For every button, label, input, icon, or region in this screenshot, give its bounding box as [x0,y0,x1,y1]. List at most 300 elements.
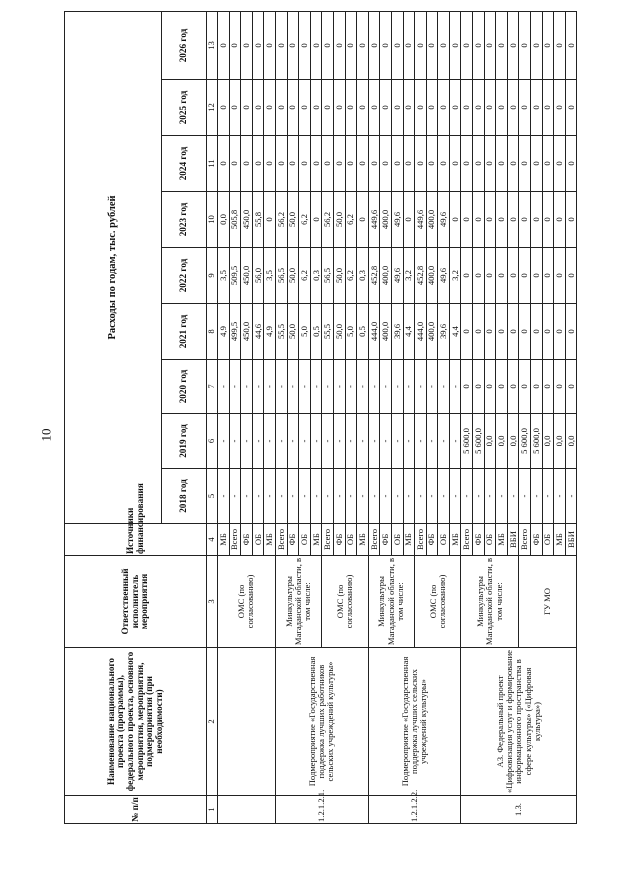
executor-cell: Минкультуры Магаданской области, в том числе: [275,556,321,648]
value-cell: 0 [252,136,264,192]
value-cell: - [310,360,322,414]
value-cell: - [403,360,415,414]
value-cell: - [531,469,543,524]
table-body [218,11,577,823]
value-cell: 5 600,0 [531,414,543,469]
value-cell: 0 [449,11,461,79]
funding-source-cell: Всего [322,524,334,556]
value-cell: 0 [345,11,357,79]
year-header: 2026 год [162,11,207,79]
value-cell: 0 [461,80,473,136]
funding-source-cell: ВБИ [565,524,577,556]
value-cell: 0 [380,136,392,192]
value-cell: 0 [264,11,276,79]
value-cell: 0 [484,304,496,360]
value-cell: - [368,360,380,414]
value-cell: 450,0 [241,248,253,304]
funding-source-cell: ОБ [438,524,450,556]
value-cell: 0 [542,248,554,304]
value-cell: - [519,469,531,524]
value-cell: 0 [461,136,473,192]
value-cell: 0 [322,11,334,79]
value-cell: 5,0 [345,304,357,360]
value-cell: 0 [531,304,543,360]
value-cell: 5 600,0 [473,414,485,469]
value-cell: 55,5 [275,304,287,360]
value-cell: 449,6 [415,192,427,248]
value-cell: 0 [415,80,427,136]
funding-source-cell: МБ [357,524,369,556]
column-index-cell: 11 [207,136,218,192]
value-cell: 0 [264,136,276,192]
row-number-cell [218,796,276,824]
value-cell: 0 [333,11,345,79]
value-cell: - [415,414,427,469]
header-executor: Ответственный исполнитель мероприятия [65,556,207,648]
value-cell: 444,0 [368,304,380,360]
value-cell: 0 [519,248,531,304]
value-cell: 4,4 [403,304,415,360]
value-cell: - [252,360,264,414]
value-cell: 6,2 [299,192,311,248]
value-cell: 0 [449,192,461,248]
value-cell: 0 [554,248,566,304]
value-cell: 0 [484,248,496,304]
funding-source-cell: ОБ [299,524,311,556]
value-cell: - [426,360,438,414]
column-index-cell: 4 [207,524,218,556]
value-cell: 0 [299,11,311,79]
funding-source-cell: Всего [461,524,473,556]
header-expenses: Расходы по годам, тыс. рублей [65,11,162,523]
value-cell: 0 [275,136,287,192]
value-cell: 0 [565,136,577,192]
value-cell: 56,0 [252,248,264,304]
value-cell: 3,5 [218,248,230,304]
value-cell: 0 [554,192,566,248]
year-header: 2023 год [162,192,207,248]
value-cell: 0 [403,136,415,192]
value-cell: 0 [507,360,519,414]
header-name: Наименование национального проекта (программы), федерального проекта, основного мероприятия, мероприятия, подмероприятия (при необходимости) [65,648,207,796]
value-cell: 6,2 [345,248,357,304]
value-cell: 0 [484,360,496,414]
value-cell: - [380,414,392,469]
value-cell: 0 [275,80,287,136]
value-cell: - [357,469,369,524]
value-cell: 44,6 [252,304,264,360]
value-cell: 0 [461,192,473,248]
funding-source-cell: МБ [218,524,230,556]
table-row [218,11,230,823]
value-cell: 0 [542,80,554,136]
value-cell: 0 [264,192,276,248]
value-cell: 0 [391,136,403,192]
value-cell: - [322,360,334,414]
column-index-cell: 2 [207,648,218,796]
value-cell: - [287,469,299,524]
funding-source-cell: Всего [519,524,531,556]
value-cell: 400,0 [426,304,438,360]
column-index-cell: 10 [207,192,218,248]
funding-source-cell: ОБ [484,524,496,556]
value-cell: 0 [531,192,543,248]
value-cell: - [438,360,450,414]
value-cell: 0 [542,304,554,360]
value-cell: - [229,414,241,469]
value-cell: 39,6 [391,304,403,360]
value-cell: - [426,414,438,469]
row-name-cell: Подмероприятие «Государственная поддержка лучших работников сельских учреждений культуры» [275,648,368,796]
value-cell: - [507,469,519,524]
value-cell: 0 [565,248,577,304]
value-cell: - [368,414,380,469]
executor-cell: Минкультуры Магаданской области, в том числе: [461,556,519,648]
value-cell: - [542,469,554,524]
value-cell: 0 [357,136,369,192]
year-header: 2020 год [162,360,207,414]
value-cell: - [461,469,473,524]
funding-source-cell: ФБ [531,524,543,556]
value-cell: 0 [473,360,485,414]
value-cell: 0 [519,136,531,192]
value-cell: 0 [473,80,485,136]
value-cell: 0 [299,80,311,136]
value-cell: 0 [461,360,473,414]
value-cell: - [380,469,392,524]
funding-source-cell: ФБ [426,524,438,556]
value-cell: 400,0 [426,192,438,248]
value-cell: - [554,469,566,524]
value-cell: - [403,469,415,524]
expenses-table [64,11,577,824]
funding-source-cell: ФБ [241,524,253,556]
executor-cell: ОМС (по согласованию) [322,556,368,648]
value-cell: - [438,414,450,469]
value-cell: 0 [357,11,369,79]
funding-source-cell: Всего [275,524,287,556]
value-cell: 0,5 [357,304,369,360]
value-cell: 0 [368,136,380,192]
value-cell: 0 [519,360,531,414]
value-cell: 3,2 [403,248,415,304]
value-cell: 6,2 [299,248,311,304]
funding-source-cell: МБ [449,524,461,556]
value-cell: - [264,360,276,414]
funding-source-cell: МБ [554,524,566,556]
value-cell: 0 [403,192,415,248]
value-cell: 0 [496,80,508,136]
value-cell: - [357,414,369,469]
value-cell: 0,0 [496,414,508,469]
value-cell: 50,0 [287,192,299,248]
value-cell: 0 [507,136,519,192]
value-cell: - [496,469,508,524]
value-cell: 0 [403,80,415,136]
value-cell: - [345,360,357,414]
value-cell: - [241,360,253,414]
value-cell: - [391,414,403,469]
value-cell: 50,0 [333,248,345,304]
year-header: 2021 год [162,304,207,360]
value-cell: - [229,469,241,524]
funding-source-cell: ФБ [333,524,345,556]
value-cell: - [415,360,427,414]
value-cell: 0 [473,136,485,192]
value-cell: 0 [415,11,427,79]
value-cell: 499,5 [229,304,241,360]
table-row [275,11,287,823]
value-cell: 0 [368,80,380,136]
value-cell: 0 [310,136,322,192]
value-cell: 400,0 [380,248,392,304]
row-number-cell: 1.3. [461,796,577,824]
value-cell: 49,6 [438,192,450,248]
value-cell: 0 [519,192,531,248]
funding-source-cell: ФБ [287,524,299,556]
value-cell: 0 [333,80,345,136]
year-header: 2018 год [162,469,207,524]
funding-source-cell: Всего [415,524,427,556]
value-cell: 0 [531,11,543,79]
year-header: 2019 год [162,414,207,469]
value-cell: 0 [380,11,392,79]
value-cell: 450,0 [241,304,253,360]
value-cell: 0 [496,11,508,79]
value-cell: 452,8 [415,248,427,304]
value-cell: 0 [484,80,496,136]
value-cell: 3,5 [264,248,276,304]
value-cell: - [333,469,345,524]
value-cell: - [252,414,264,469]
value-cell: 0 [287,11,299,79]
value-cell: 0,0 [542,414,554,469]
value-cell: 0 [519,304,531,360]
funding-source-cell: ВБИ [507,524,519,556]
value-cell: 50,0 [333,304,345,360]
value-cell: 0 [438,11,450,79]
column-index-cell: 5 [207,469,218,524]
funding-source-cell: ОБ [391,524,403,556]
funding-source-cell: МБ [496,524,508,556]
value-cell: 5 600,0 [461,414,473,469]
value-cell: 0 [357,80,369,136]
value-cell: 0 [218,136,230,192]
value-cell: 0,0 [565,414,577,469]
value-cell: 0 [507,248,519,304]
value-cell: - [449,469,461,524]
value-cell: 0 [357,192,369,248]
value-cell: 0 [287,136,299,192]
table-row [461,11,473,823]
value-cell: 50,0 [287,248,299,304]
value-cell: - [275,360,287,414]
value-cell: 0 [218,11,230,79]
header-funding: Источники финансирования [65,524,207,556]
row-number-cell: 1.2.1.2.2. [368,796,461,824]
value-cell: 0 [542,360,554,414]
year-header: 2022 год [162,248,207,304]
value-cell: 56,5 [275,248,287,304]
year-header: 2024 год [162,136,207,192]
funding-source-cell: ОБ [252,524,264,556]
value-cell: 0 [252,80,264,136]
value-cell: 0,0 [554,414,566,469]
value-cell: 6,2 [345,192,357,248]
value-cell: 49,6 [391,192,403,248]
value-cell: 50,0 [333,192,345,248]
funding-source-cell: ОБ [345,524,357,556]
row-name-cell: Подмероприятие «Государственная поддержка лучших сельских учреждений культуры» [368,648,461,796]
value-cell: 0 [229,11,241,79]
funding-source-cell: ФБ [380,524,392,556]
value-cell: - [299,469,311,524]
value-cell: 0 [391,11,403,79]
value-cell: 0 [461,304,473,360]
value-cell: 0 [415,136,427,192]
funding-source-cell: Всего [229,524,241,556]
year-header: 2025 год [162,80,207,136]
value-cell: - [391,360,403,414]
value-cell: 0 [241,80,253,136]
value-cell: 0 [484,11,496,79]
column-index-cell: 7 [207,360,218,414]
value-cell: 4,9 [218,304,230,360]
value-cell: 400,0 [380,304,392,360]
value-cell: 0 [554,360,566,414]
funding-source-cell: ОБ [542,524,554,556]
value-cell: 0 [438,136,450,192]
funding-source-cell: МБ [403,524,415,556]
value-cell: 0,0 [507,414,519,469]
executor-cell: ГУ МО [519,556,577,648]
value-cell: 0 [299,136,311,192]
value-cell: 0 [426,80,438,136]
value-cell: 0 [531,360,543,414]
value-cell: 0 [252,11,264,79]
value-cell: - [345,414,357,469]
value-cell: - [473,469,485,524]
value-cell: - [229,360,241,414]
value-cell: 452,8 [368,248,380,304]
value-cell: - [218,469,230,524]
value-cell: 0 [368,11,380,79]
value-cell: - [264,414,276,469]
value-cell: 400,0 [380,192,392,248]
value-cell: 0 [229,136,241,192]
row-number-cell: 1.2.1.2.1. [275,796,368,824]
value-cell: - [218,414,230,469]
funding-source-cell: МБ [310,524,322,556]
value-cell: 0 [484,192,496,248]
value-cell: 0 [461,11,473,79]
value-cell: 49,6 [391,248,403,304]
row-name-cell: А3. Федеральный проект «Цифровизация услуг и формирование информационного пространства в сфере культуры» («Цифровая культура») [461,648,577,796]
value-cell: 0 [496,360,508,414]
value-cell: 0 [507,11,519,79]
value-cell: - [264,469,276,524]
value-cell: 0 [473,304,485,360]
value-cell: 0 [565,304,577,360]
value-cell: 0 [310,11,322,79]
value-cell: 0 [507,80,519,136]
value-cell: 3,2 [449,248,461,304]
value-cell: 50,0 [287,304,299,360]
value-cell: 0 [496,248,508,304]
value-cell: - [438,469,450,524]
value-cell: 56,5 [322,248,334,304]
value-cell: - [415,469,427,524]
value-cell: - [380,360,392,414]
value-cell: 0 [542,136,554,192]
value-cell: 4,9 [264,304,276,360]
value-cell: 4,4 [449,304,461,360]
value-cell: 49,6 [438,248,450,304]
value-cell: 0 [565,80,577,136]
value-cell: 0 [519,80,531,136]
value-cell: 0 [554,304,566,360]
value-cell: - [287,414,299,469]
value-cell: 0 [542,192,554,248]
value-cell: 0 [554,11,566,79]
funding-source-cell: МБ [264,524,276,556]
value-cell: - [299,414,311,469]
value-cell: 0 [461,248,473,304]
funding-source-cell: Всего [368,524,380,556]
value-cell: 0 [218,80,230,136]
value-cell: 0 [554,80,566,136]
value-cell: - [357,360,369,414]
value-cell: - [333,360,345,414]
value-cell: 0 [241,11,253,79]
header-num: № п/п [65,796,207,824]
value-cell: 0 [496,192,508,248]
funding-source-cell: ФБ [473,524,485,556]
value-cell: 0 [484,136,496,192]
column-index-cell: 3 [207,556,218,648]
value-cell: 0 [310,192,322,248]
value-cell: 0,0 [484,414,496,469]
value-cell: 0 [403,11,415,79]
value-cell: 0 [507,192,519,248]
value-cell: 39,6 [438,304,450,360]
value-cell: - [333,414,345,469]
value-cell: 56,2 [322,192,334,248]
value-cell: 0 [241,136,253,192]
value-cell: 0 [449,80,461,136]
value-cell: - [449,414,461,469]
row-name-cell [218,648,276,796]
rotated-page [64,12,574,824]
table-row [368,11,380,823]
executor-cell: Минкультуры Магаданской области, в том числе: [368,556,414,648]
value-cell: 0 [531,80,543,136]
column-index-cell: 1 [207,796,218,824]
value-cell: 0 [507,304,519,360]
value-cell: 0 [473,248,485,304]
value-cell: 0 [565,11,577,79]
value-cell: - [275,469,287,524]
value-cell: 55,8 [252,192,264,248]
value-cell: 0 [275,11,287,79]
value-cell: 0 [426,11,438,79]
value-cell: - [322,414,334,469]
value-cell: 0 [554,136,566,192]
value-cell: 449,6 [368,192,380,248]
value-cell: - [310,414,322,469]
value-cell: 450,0 [241,192,253,248]
value-cell: 0,5 [310,304,322,360]
